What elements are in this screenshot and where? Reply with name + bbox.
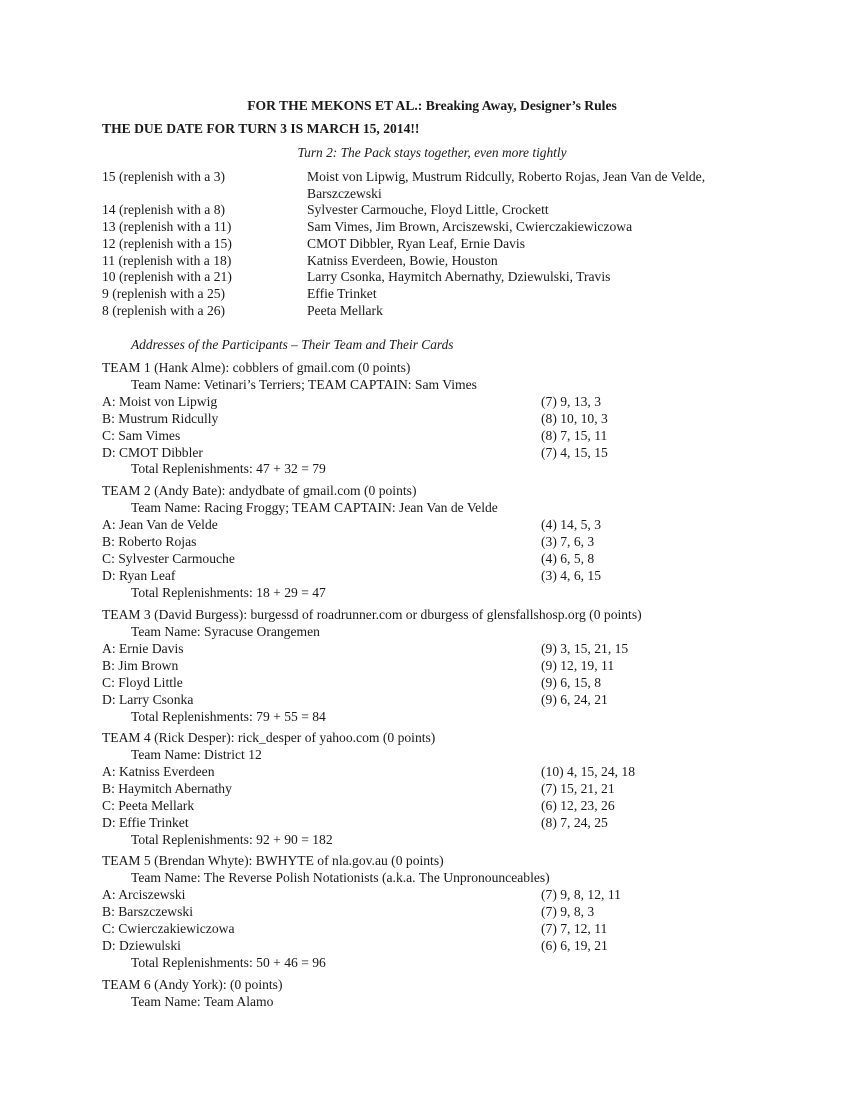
team-header: TEAM 2 (Andy Bate): andydbate of gmail.com (0 points): [102, 483, 417, 498]
page-title: FOR THE MEKONS ET AL.: Breaking Away, Designer’s Rules: [247, 98, 617, 113]
rider-cards: (7) 15, 21, 21: [541, 781, 615, 796]
rider-cards: (9) 6, 24, 21: [541, 692, 608, 707]
rider-name: C: Peeta Mellark: [102, 798, 195, 813]
rider-cards: (7) 9, 13, 3: [541, 394, 602, 409]
turn-row-position: 9 (replenish with a 25): [102, 286, 226, 301]
rider-cards: (4) 6, 5, 8: [541, 551, 595, 566]
team-header: TEAM 6 (Andy York): (0 points): [102, 977, 283, 992]
rider-name: A: Moist von Lipwig: [102, 394, 218, 409]
rider-name: D: Dziewulski: [102, 938, 181, 953]
rider-cards: (10) 4, 15, 24, 18: [541, 764, 636, 779]
rider-cards: (3) 7, 6, 3: [541, 534, 595, 549]
team-header: TEAM 4 (Rick Desper): rick_desper of yahoo.com (0 points): [102, 730, 436, 745]
rider-name: A: Ernie Davis: [102, 641, 184, 656]
rider-name: B: Roberto Rojas: [102, 534, 197, 549]
rider-name: C: Sam Vimes: [102, 428, 181, 443]
rider-name: D: CMOT Dibbler: [102, 445, 203, 460]
rider-name: C: Cwierczakiewiczowa: [102, 921, 235, 936]
turn-row-riders: Peeta Mellark: [307, 303, 383, 318]
rider-cards: (7) 9, 8, 12, 11: [541, 887, 621, 902]
rider-cards: (8) 7, 15, 11: [541, 428, 608, 443]
turn-row-position: 14 (replenish with a 8): [102, 202, 226, 217]
turn-row-position: 10 (replenish with a 21): [102, 269, 232, 284]
rider-cards: (9) 12, 19, 11: [541, 658, 615, 673]
team-total: Total Replenishments: 18 + 29 = 47: [131, 585, 326, 600]
rider-name: B: Jim Brown: [102, 658, 179, 673]
turn-row-riders: Katniss Everdeen, Bowie, Houston: [307, 253, 498, 268]
rider-cards: (8) 7, 24, 25: [541, 815, 608, 830]
turn-row-riders: Sylvester Carmouche, Floyd Little, Crockett: [307, 202, 549, 217]
turn-row-riders: CMOT Dibbler, Ryan Leaf, Ernie Davis: [307, 236, 525, 251]
turn-row-riders: Larry Csonka, Haymitch Abernathy, Dziewulski, Travis: [307, 269, 611, 284]
team-name: Team Name: Racing Froggy; TEAM CAPTAIN: Jean Van de Velde: [131, 500, 498, 515]
rider-cards: (7) 7, 12, 11: [541, 921, 608, 936]
team-name: Team Name: Team Alamo: [131, 994, 274, 1009]
due-date-notice: THE DUE DATE FOR TURN 3 IS MARCH 15, 2014!!: [102, 121, 420, 136]
turn-row-riders: Sam Vimes, Jim Brown, Arciszewski, Cwierczakiewiczowa: [307, 219, 633, 234]
addresses-heading: Addresses of the Participants – Their Team and Their Cards: [131, 337, 454, 352]
rider-cards: (6) 6, 19, 21: [541, 938, 608, 953]
team-total: Total Replenishments: 50 + 46 = 96: [131, 955, 326, 970]
team-total: Total Replenishments: 79 + 55 = 84: [131, 709, 326, 724]
turn-row-riders: Moist von Lipwig, Mustrum Ridcully, Roberto Rojas, Jean Van de Velde, Barszczewski: [307, 169, 706, 201]
team-name: Team Name: District 12: [131, 747, 262, 762]
rider-name: B: Mustrum Ridcully: [102, 411, 219, 426]
turn-row-position: 8 (replenish with a 26): [102, 303, 226, 318]
rider-name: A: Arciszewski: [102, 887, 186, 902]
turn-row-position: 13 (replenish with a 11): [102, 219, 232, 234]
team-total: Total Replenishments: 92 + 90 = 182: [131, 832, 333, 847]
turn-row-position: 12 (replenish with a 15): [102, 236, 232, 251]
rider-cards: (7) 4, 15, 15: [541, 445, 608, 460]
rider-name: A: Jean Van de Velde: [102, 517, 218, 532]
team-name: Team Name: The Reverse Polish Notationists (a.k.a. The Unpronounceables): [131, 870, 550, 885]
turn-row-position: 15 (replenish with a 3): [102, 169, 226, 184]
rider-name: B: Barszczewski: [102, 904, 193, 919]
team-name: Team Name: Syracuse Orangemen: [131, 624, 320, 639]
rider-name: D: Effie Trinket: [102, 815, 189, 830]
rider-name: C: Floyd Little: [102, 675, 183, 690]
team-name: Team Name: Vetinari’s Terriers; TEAM CAPTAIN: Sam Vimes: [131, 377, 477, 392]
turn-row-position: 11 (replenish with a 18): [102, 253, 232, 268]
rider-name: D: Larry Csonka: [102, 692, 194, 707]
team-header: TEAM 1 (Hank Alme): cobblers of gmail.com (0 points): [102, 360, 411, 375]
rider-cards: (4) 14, 5, 3: [541, 517, 602, 532]
turn-heading: Turn 2: The Pack stays together, even more tightly: [297, 145, 567, 160]
team-total: Total Replenishments: 47 + 32 = 79: [131, 461, 326, 476]
rider-name: B: Haymitch Abernathy: [102, 781, 232, 796]
rider-cards: (9) 3, 15, 21, 15: [541, 641, 629, 656]
team-header: TEAM 5 (Brendan Whyte): BWHYTE of nla.gov.au (0 points): [102, 853, 444, 868]
rider-name: D: Ryan Leaf: [102, 568, 176, 583]
rider-cards: (8) 10, 10, 3: [541, 411, 608, 426]
rider-cards: (6) 12, 23, 26: [541, 798, 615, 813]
rider-name: C: Sylvester Carmouche: [102, 551, 235, 566]
turn-row-riders: Effie Trinket: [307, 286, 377, 301]
rider-name: A: Katniss Everdeen: [102, 764, 215, 779]
rider-cards: (9) 6, 15, 8: [541, 675, 602, 690]
rider-cards: (3) 4, 6, 15: [541, 568, 602, 583]
rider-cards: (7) 9, 8, 3: [541, 904, 595, 919]
team-header: TEAM 3 (David Burgess): burgessd of roadrunner.com or dburgess of glensfallshosp.org (0 points): [102, 607, 642, 622]
